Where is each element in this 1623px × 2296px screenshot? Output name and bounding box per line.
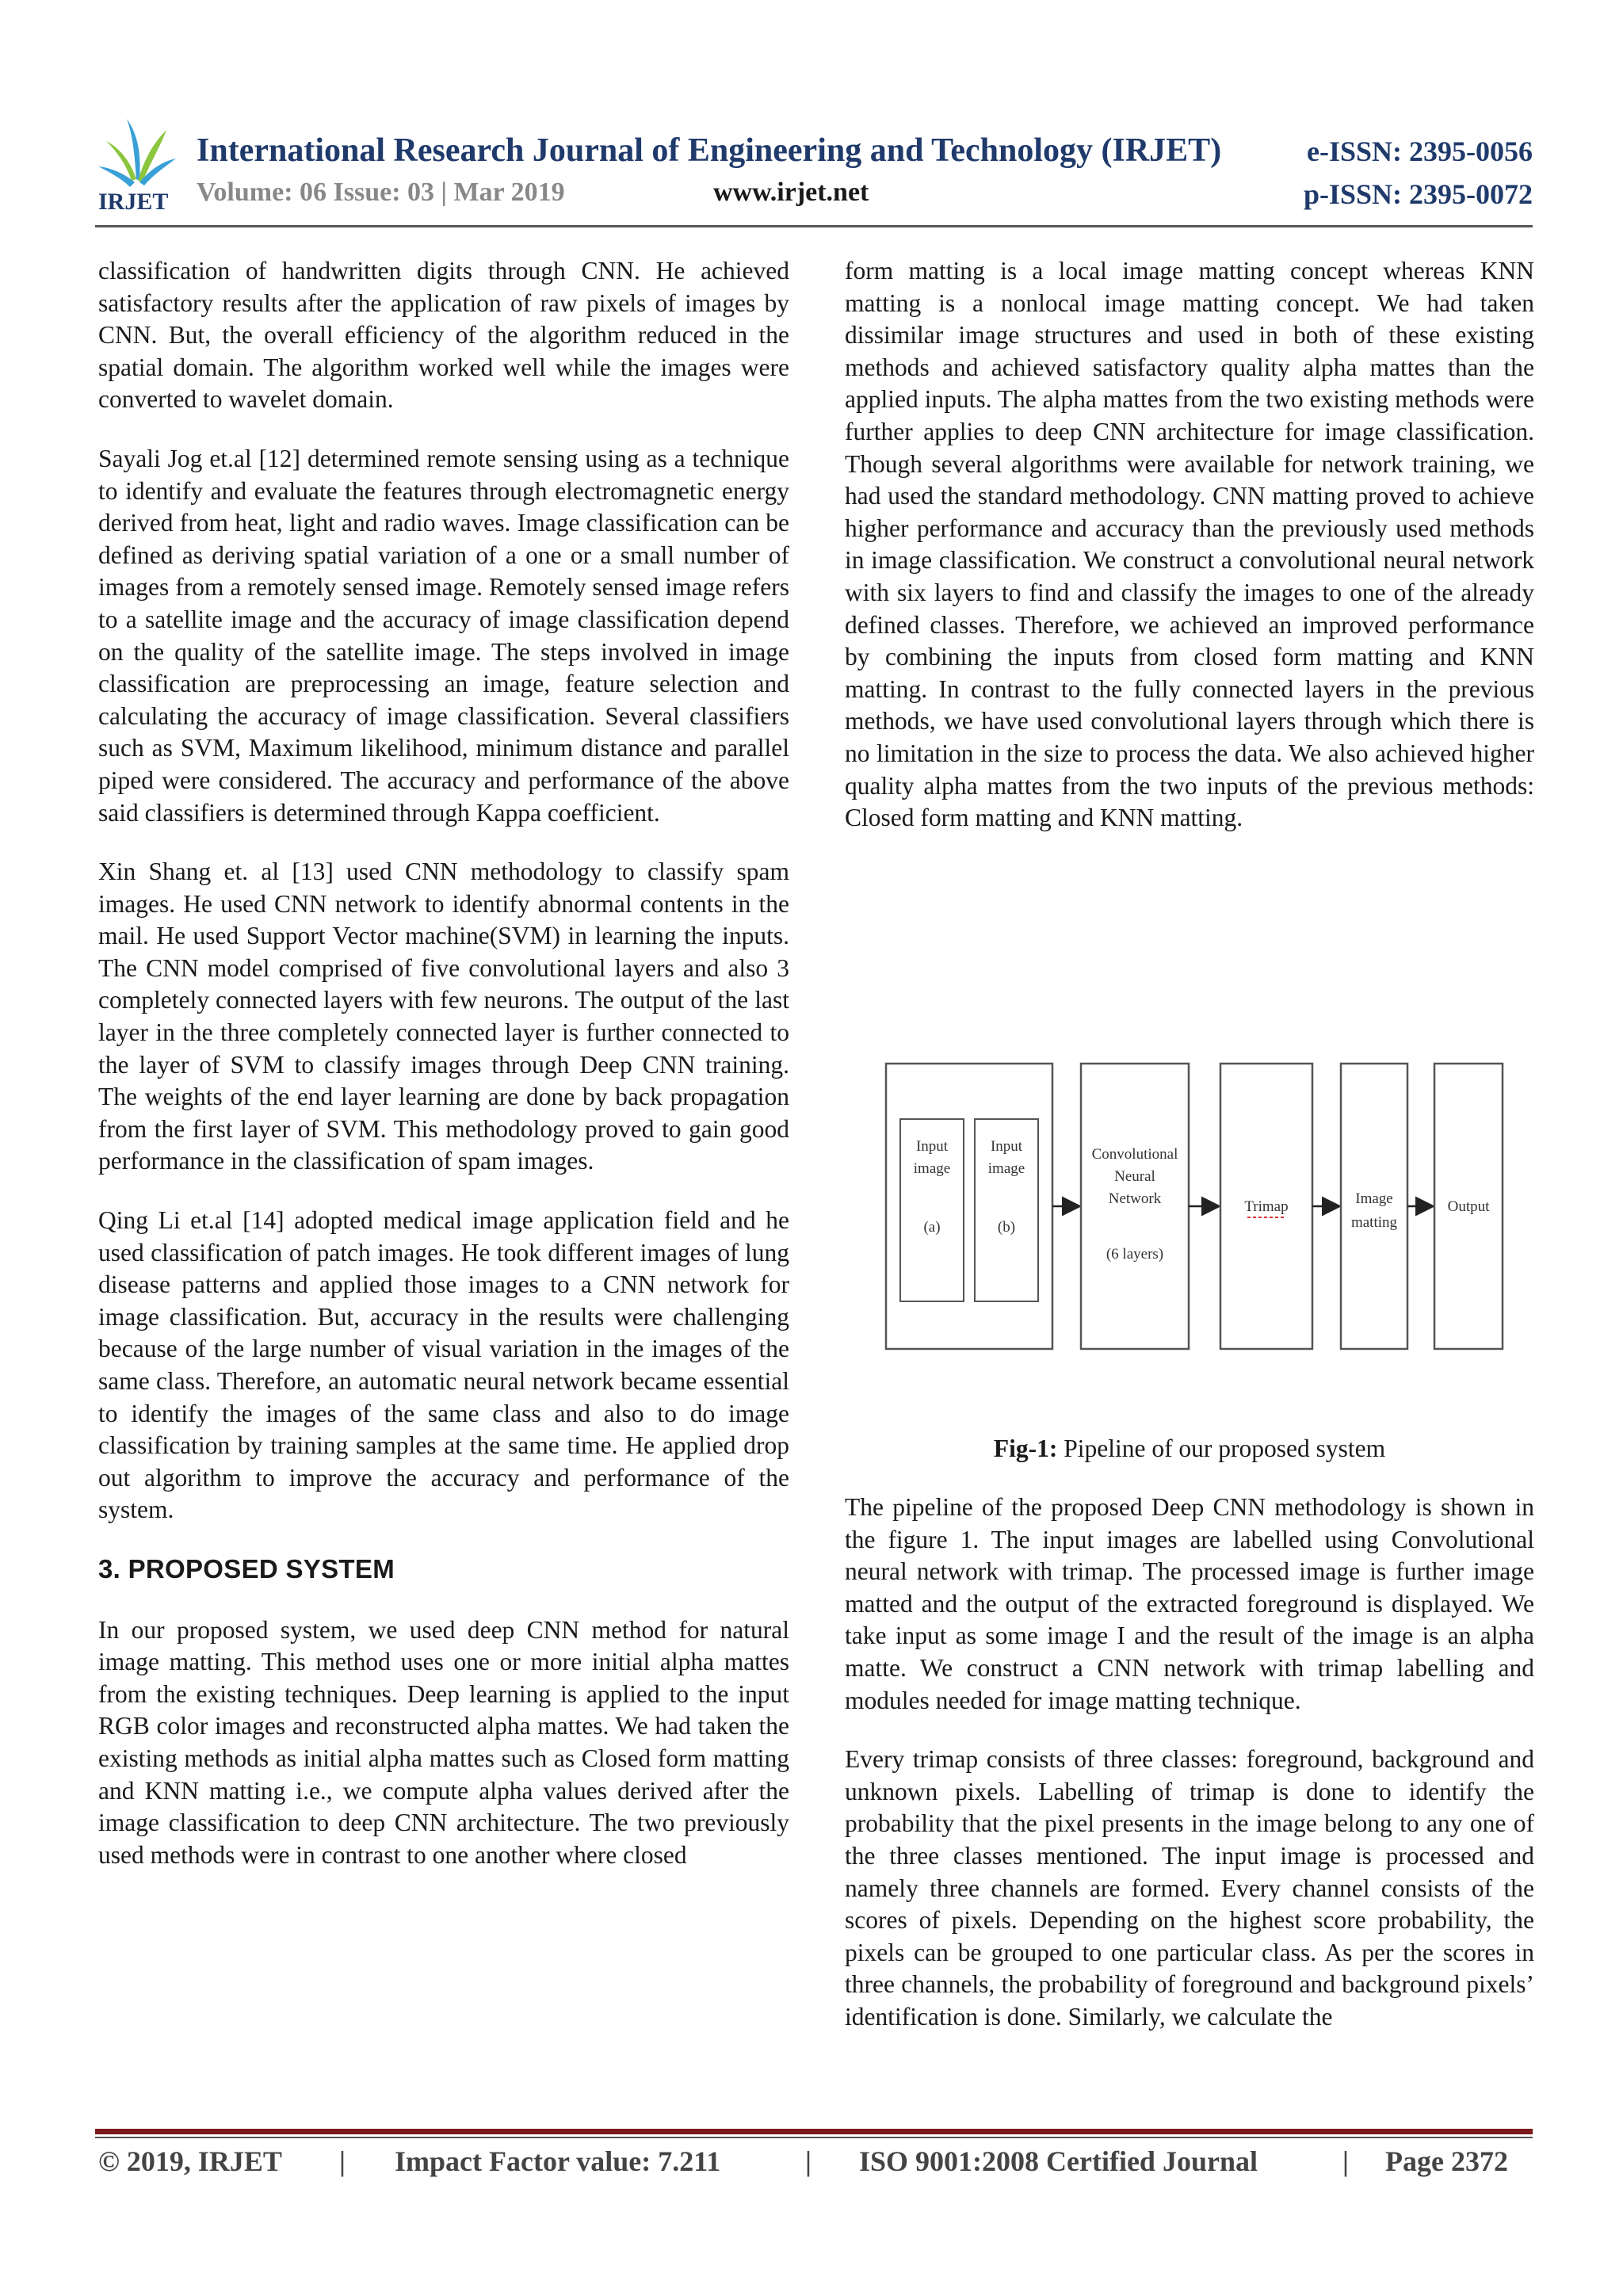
cnn-label-1: Convolutional [1091,1146,1178,1163]
footer-impact-factor: Impact Factor value: 7.211 [395,2145,721,2177]
footer-divider-thin [95,2137,1533,2138]
left-column [98,255,789,1898]
trimap-label: Trimap [1244,1198,1289,1215]
logo-text: IRJET [98,189,169,214]
footer-separator: | [1342,2145,1349,2177]
irjet-logo-icon [95,113,178,214]
footer-separator: | [805,2145,812,2177]
footer-separator: | [339,2145,346,2177]
input-b-label-2: image [987,1160,1025,1177]
cnn-label-3: Network [1108,1190,1162,1207]
footer-divider [95,2129,1533,2134]
figure-caption-label: Fig-1: [993,1435,1058,1462]
section-heading: 3. PROPOSED SYSTEM [98,1553,395,1584]
body-paragraph: In our proposed system, we used deep CNN method for natural image matting. This method uses one or more initial alpha mattes from the existing techniques. Deep learning is applied to the input RGB color images and reconstructed alpha mattes. We had taken the existing methods as initial alpha mattes such as Closed form matting and KNN matting i.e., we compute alpha values derived after the image classification to deep CNN architecture. The two previously used methods were in contrast to one another where closed [98,1615,789,1869]
body-paragraph: Qing Li et.al [14] adopted medical image application field and he used classification of patch images. He took different images of lung disease patterns and applied those images to a CNN network for image classification. But, accuracy in the results were challenging because of the large number of visual variation in the images of the same class. Therefore, an automatic neural network became essential to identify the images of the same class and also to do image classification by training samples at the same time. He applied drop out algorithm to improve the accuracy and performance of the system. [98,1206,789,1524]
footer-copyright: © 2019, IRJET [98,2145,282,2177]
e-issn: e-ISSN: 2395-0056 [1307,136,1533,167]
body-paragraph: classification of handwritten digits through CNN. He achieved satisfactory results after the application of raw pixels of images by CNN. But, the overall efficiency of the algorithm reduced in the spatial domain. The algorithm worked well while the images were converted to wavelet domain. [98,257,789,414]
body-paragraph: Xin Shang et. al [13] used CNN methodology to classify spam images. He used CNN network to identify abnormal contents in the mail. He used Support Vector machine(SVM) in learning the inputs. The CNN model comprised of five convolutional layers and also 3 completely connected layers with few neurons. The output of the last layer in the three completely connected layer is further connected to the layer of SVM to classify images through Deep CNN training. The weights of the end layer learning are done by back propagation from the first layer of SVM. This methodology proved to gain good performance in the classification of spam images. [98,858,789,1175]
figure-caption [845,1435,1534,1463]
page-footer [98,2145,1525,2184]
p-issn: p-ISSN: 2395-0072 [1303,178,1533,210]
body-paragraph: form matting is a local image matting concept whereas KNN matting is a nonlocal image matting concept. We had taken dissimilar image structures and used in both of these existing methods and achieved satisfactory quality alpha mattes than the applied inputs. The alpha mattes from the two existing methods were further applies to deep CNN architecture for image classification. Though several algorithms were available for network training, we had used the standard methodology. CNN matting proved to achieve higher performance and accuracy than the previously used methods in image classification. We construct a convolutional neural network with six layers to find and classify the images to one of the already defined classes. Therefore, we achieved an improved performance by combining the inputs from closed form matting and KNN matting. In contrast to the fully connected layers in the previous methods, we have used convolutional layers through which there is no limitation in the size to process the data. We also achieved higher quality alpha mattes from the two inputs of the previous methods: Closed form matting and KNN matting. [845,257,1534,832]
input-a-label-1: Input [915,1138,949,1155]
footer-page-number: Page 2372 [1385,2145,1508,2177]
right-column [845,255,1534,861]
journal-title: International Research Journal of Engineering and Technology (IRJET) [197,132,1222,169]
body-paragraph: Sayali Jog et.al [12] determined remote sensing using as a technique to identify and evaluate the features through electromagnetic energy derived from heat, light and radio waves. Image classification can be defined as deriving spatial variation of a one or a small number of images from a remotely sensed image. Remotely sensed image refers to a satellite image and the accuracy of image classification depend on the quality of the satellite image. The steps involved in image classification are preprocessing an image, feature selection and calculating the accuracy of image classification. Several classifiers such as SVM, Maximum likelihood, minimum distance and parallel piped were considered. The accuracy and performance of the above said classifiers is determined through Kappa coefficient. [98,444,789,827]
header-divider [95,225,1533,227]
footer-iso: ISO 9001:2008 Certified Journal [859,2145,1258,2177]
right-column-lower [845,1492,1534,2061]
volume-issue: Volume: 06 Issue: 03 | Mar 2019 [197,178,565,207]
pipeline-figure [878,1056,1528,1357]
irjet-logo [95,113,178,214]
body-paragraph: The pipeline of the proposed Deep CNN methodology is shown in the figure 1. The input images are labelled using Convolutional neural network with trimap. The processed image is further image matted and the output of the extracted foreground is displayed. We take input as some image I and the result of the image is an alpha matte. We construct a CNN network with trimap labelling and modules needed for image matting technique. [845,1493,1534,1714]
output-label: Output [1447,1198,1490,1215]
cnn-label-4: (6 layers) [1106,1246,1164,1263]
figure-caption-text: Pipeline of our proposed system [1057,1435,1386,1462]
matting-label-1: Image [1355,1190,1393,1207]
cnn-label-2: Neural [1114,1168,1155,1185]
input-a-label-2: image [913,1160,951,1177]
input-b-label-3: (b) [997,1219,1016,1236]
input-a-label-3: (a) [923,1219,941,1236]
inputs-box [886,1064,1052,1349]
input-b-label-1: Input [990,1138,1023,1155]
journal-website-link[interactable]: www.irjet.net [713,178,869,207]
body-paragraph: Every trimap consists of three classes: foreground, background and unknown pixels. Labelling of trimap is done to identify the probability that the pixel presents in the image belong to any one of the three classes mentioned. The input image is processed and namely three channels are formed. Every channel consists of the scores of pixels. Depending on the highest score probability, the pixels can be grouped to one particular class. As per the scores in three channels, the probability of foreground and background pixels’ identification is done. Similarly, we calculate the [845,1745,1534,2030]
matting-label-2: matting [1350,1214,1398,1231]
